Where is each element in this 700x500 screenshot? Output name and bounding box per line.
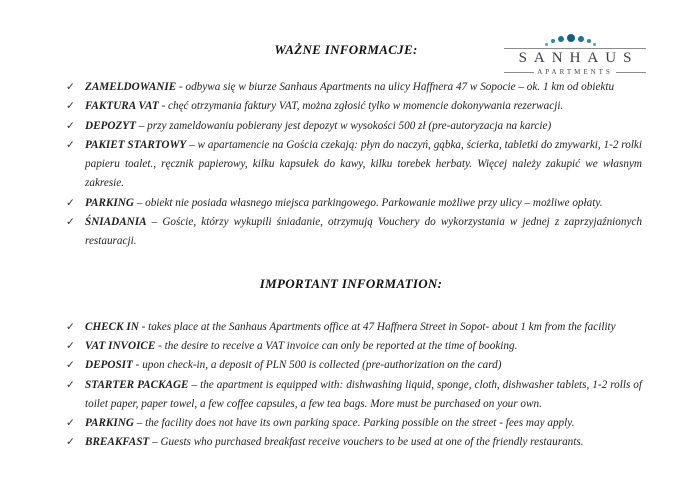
- item-term: STARTER PACKAGE: [85, 378, 189, 391]
- heading-wazne-informacje: WAŻNE INFORMACJE:: [274, 42, 418, 57]
- item-vat-invoice: [60, 337, 642, 356]
- sanhaus-logo: [504, 34, 646, 76]
- item-text: - chęć otrzymania faktury VAT, można zgłosić tylko w momencie dokonywania rezerwacji.: [158, 100, 564, 113]
- item-text: – Guests who purchased breakfast receive vouchers to be used at one of the friendly restaurants.: [149, 436, 584, 449]
- item-text: – przy zameldowaniu pobierany jest depozyt w wysokości 500 zł (pre-autoryzacja na karcie): [135, 119, 552, 132]
- item-depozyt: [60, 117, 642, 136]
- item-term: BREAKFAST: [85, 436, 150, 449]
- item-pakiet-startowy: [60, 136, 642, 194]
- item-text: - the desire to receive a VAT invoice can only be reported at the time of booking.: [155, 339, 518, 352]
- logo-dot: [567, 34, 575, 42]
- logo-brand-name: SANHAUS: [504, 48, 646, 67]
- checkmark-icon: ✓: [66, 320, 75, 333]
- logo-dot: [551, 39, 555, 43]
- item-text: – the apartment is equipped with: dishwashing liquid, sponge, cloth, dishwasher tablets, 1-2 rolls of toilet paper, paper towel, a few coffee capsules, a few tea bags. More must be purchased on your own.: [85, 378, 643, 410]
- item-text: - odbywa się w biurze Sanhaus Apartments na ulicy Haffnera 47 w Sopocie – ok. 1 km od obiektu: [176, 81, 615, 93]
- item-breakfast: [60, 433, 642, 452]
- item-sniadania: [60, 213, 642, 252]
- checkmark-icon: ✓: [66, 100, 75, 113]
- checkmark-icon: ✓: [66, 339, 75, 352]
- logo-dot: [593, 43, 596, 46]
- item-term: FAKTURA VAT: [85, 100, 159, 113]
- item-term: VAT INVOICE: [85, 339, 156, 352]
- item-term: PAKIET STARTOWY: [85, 138, 187, 151]
- logo-subtitle-text: APARTMENTS: [537, 68, 613, 76]
- info-list-english: [60, 318, 642, 453]
- item-text: - takes place at the Sanhaus Apartments office at 47 Haffnera Street in Sopot- about 1 km from the facility: [138, 320, 616, 333]
- logo-dot: [545, 43, 548, 46]
- item-faktura-vat: [60, 97, 642, 116]
- item-term: ŚNIADANIA: [85, 216, 147, 229]
- item-text: - upon check-in, a deposit of PLN 500 is collected (pre-authorization on the card): [132, 359, 502, 372]
- item-parking-pl: [60, 194, 642, 213]
- checkmark-icon: ✓: [66, 196, 75, 209]
- checkmark-icon: ✓: [66, 436, 75, 449]
- checkmark-icon: ✓: [66, 138, 75, 151]
- item-parking-en: [60, 414, 642, 433]
- item-check-in: [60, 318, 642, 337]
- checkmark-icon: ✓: [66, 216, 75, 229]
- checkmark-icon: ✓: [66, 378, 75, 391]
- item-term: PARKING: [85, 417, 134, 430]
- heading-important-information: IMPORTANT INFORMATION:: [259, 275, 443, 291]
- item-text: – w apartamencie na Gościa czekają: płyn do naczyń, gąbka, ścierka, tabletki do zmywarki, 1-2 rolki papieru toalet., ręcznik papierowy, kilku kapsułek do kawy, kilku torebek herbaty. Więcej należy zakupić we własnym zakresie.: [85, 138, 642, 190]
- item-zameldowanie: [60, 78, 642, 97]
- item-term: DEPOSIT: [85, 359, 133, 372]
- item-text: – obiekt nie posiada własnego miejsca parkingowego. Parkowanie możliwe przy ulicy – możliwe opłaty.: [133, 196, 603, 209]
- item-term: DEPOZYT: [85, 119, 136, 132]
- checkmark-icon: ✓: [66, 81, 75, 93]
- checkmark-icon: ✓: [66, 359, 75, 372]
- item-text: – the facility does not have its own parking space. Parking possible on the street - fees may apply.: [133, 417, 575, 430]
- item-term: CHECK IN: [85, 320, 139, 333]
- logo-dot: [587, 39, 591, 43]
- checkmark-icon: ✓: [66, 417, 75, 430]
- item-text: – Goście, którzy wykupili śniadanie, otrzymują Vouchery do wykorzystania w jednej z zaprzyjaźnionych restauracji.: [85, 216, 642, 248]
- logo-dots-arc-icon: [504, 34, 646, 47]
- logo-dot: [558, 36, 564, 42]
- item-term: PARKING: [85, 196, 134, 209]
- item-deposit: [60, 356, 642, 375]
- logo-subtitle: [504, 68, 646, 76]
- checkmark-icon: ✓: [66, 119, 75, 132]
- logo-dot: [578, 36, 584, 42]
- info-list-polish: [60, 78, 642, 252]
- item-starter-package: [60, 376, 642, 415]
- item-term: ZAMELDOWANIE: [85, 81, 177, 93]
